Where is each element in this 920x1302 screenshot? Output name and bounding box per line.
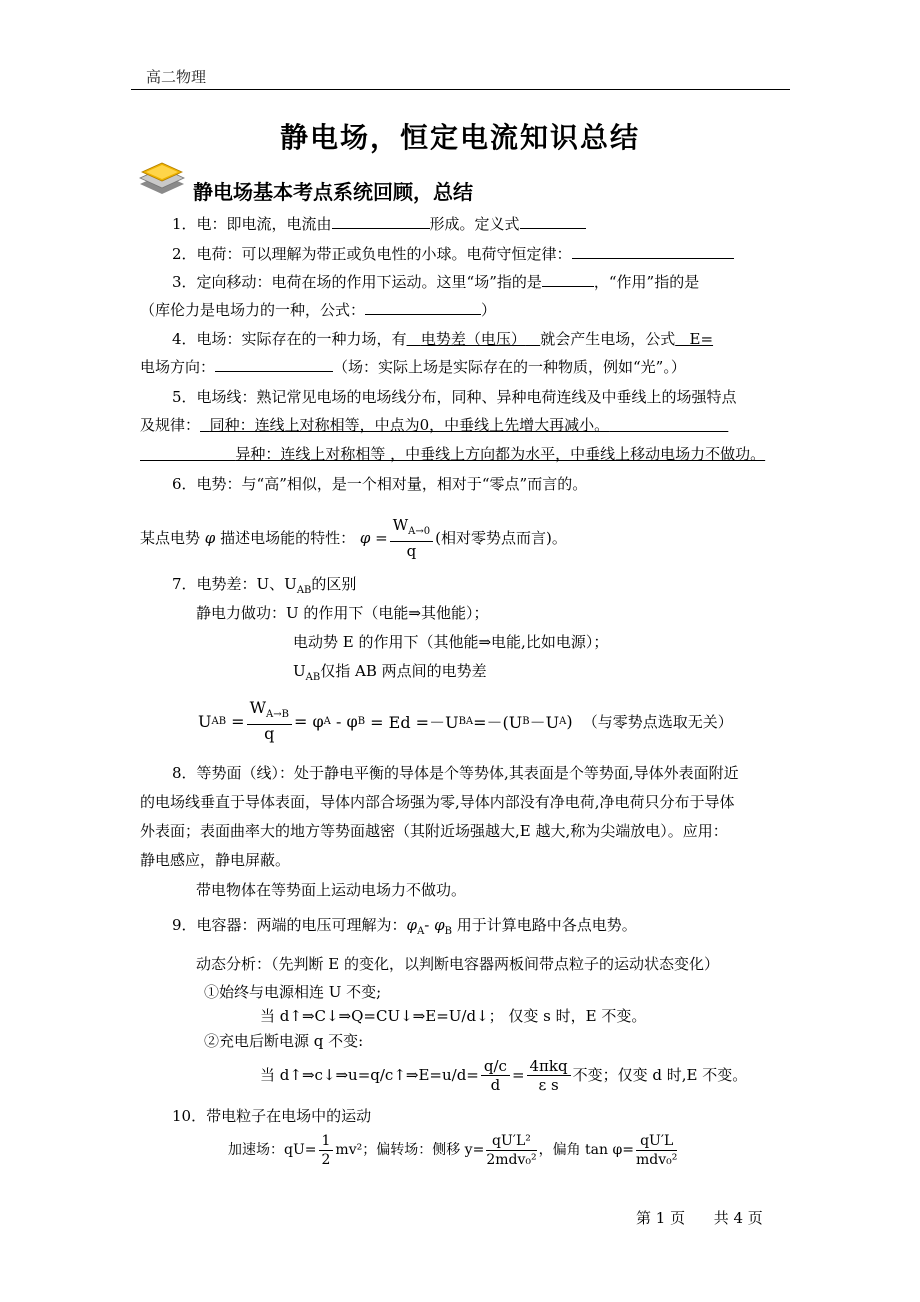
item-8-line3: 外表面；表面曲率大的地方等势面越密（其附近场强越大,E 越大,称为尖端放电）。应用： [140, 822, 728, 840]
item-1: 1．电：即电流，电流由 形成。定义式 [172, 214, 586, 234]
deflection-fraction: $\frac{\text{qU′L²}}{\text{2mdv₀²}}$ [486, 1132, 537, 1168]
item-5: 5．电场线：熟记常见电场的电场线分布，同种、异种电荷连线及中垂线上的场强特点 [172, 388, 737, 406]
layers-icon [136, 160, 188, 200]
item-4: 4．电场：实际存在的一种力场，有 电势差（电压） 就会产生电场，公式 E= [172, 330, 714, 348]
item-4-cont: 电场方向： （场：实际上场是实际存在的一种物质，例如“光”。） [140, 358, 686, 376]
header-subject: 高二物理 [146, 68, 207, 86]
page-footer [636, 1207, 763, 1228]
potential-fraction: $\frac{W_{A\to 0}}{q}$ [390, 516, 433, 560]
item-9-case1-formula: 当 d↑⇒C↓⇒Q=CU↓⇒E=U/d↓； 仅变 s 时，E 不变。 [260, 1007, 647, 1025]
item-8-line2: 的电场线垂直于导体表面，导体内部合场强为零,导体内部没有净电荷,净电荷只分布于导体 [140, 793, 735, 811]
item-7-line3: 电动势 E 的作用下（其他能⇒电能,比如电源）； [293, 633, 609, 651]
page-title: 静电场，恒定电流知识总结 [279, 121, 640, 154]
item-2: 2．电荷：可以理解为带正或负电性的小球。电荷守恒定律： [172, 244, 734, 264]
item-8-line4: 静电感应，静电屏蔽。 [140, 851, 291, 869]
item-7-line4: $U_{AB}$仅指 AB 两点间的电势差 [293, 662, 487, 683]
header-divider [131, 89, 790, 90]
item-6: 6．电势：与“高”相似，是一个相对量，相对于“零点”而言的。 [172, 475, 588, 493]
item-10-formulas: 加速场：qU= $\frac{1}{2}$ mv²；偏转场：侧移 y= $\frac{\text{qU′L²}}{\text{2mdv₀²}}$ ，偏角 tan φ= $\frac{qU'L}{\text{mdv₀²}}$ [228, 1132, 678, 1168]
item-7: 7．电势差：U、$U_{AB}$的区别 [172, 575, 357, 596]
item-5-opposite: 异种：连线上对称相等 ，中垂线上方向都为水平，中垂线上移动电场力不做功。 [235, 445, 766, 463]
angle-fraction: $\frac{qU'L}{\text{mdv₀²}}$ [636, 1132, 678, 1168]
item-9-dynamic: 动态分析：（先判断 E 的变化，以判断电容器两板间带点粒子的运动状态变化） [196, 955, 719, 973]
item-7-line2: 静电力做功：U 的作用下（电能⇒其他能）； [196, 604, 489, 622]
uab-fraction: $\frac{W_{A\to B}}{q}$ [247, 699, 292, 743]
item-5-same: 及规律： 同种：连线上对称相等，中点为0，中垂线上先增大再减小。 [140, 416, 610, 434]
page-total: 共 4 页 [713, 1209, 763, 1227]
item-9-case2: ②充电后断电源 q 不变: [204, 1032, 364, 1050]
potential-formula: 某点电势 φ 描述电场能的特性： φ = $\frac{W_{A\to 0}}{q}$ (相对零势点而言)。 [140, 516, 567, 560]
item-9-case2-formula: 当 d↑⇒c↓⇒u=q/c↑⇒E=u/d= $\frac{q/c}{d}$ = $\frac{\text{4πkq}}{\text{ε s}}$ 不变；仅变 d 时,E 不变。 [260, 1056, 748, 1094]
item-3-cont: （库伦力是电场力的一种，公式： ） [140, 301, 497, 319]
accel-fraction: $\frac{1}{2}$ [319, 1132, 334, 1169]
capacitor-fraction-2: $\frac{\text{4πkq}}{\text{ε s}}$ [527, 1057, 571, 1094]
item-8-line5: 带电物体在等势面上运动电场力不做功。 [196, 881, 467, 899]
item-9: 9．电容器：两端的电压可理解为：$\varphi_A-$ $\varphi_B$ 用于计算电路中各点电势。 [172, 916, 637, 937]
uab-formula: U AB = $\frac{W_{A\to B}}{q}$ = φ A - φ B = Ed =－U BA =－(U B －U A ) （与零势点选取无关） [198, 697, 733, 744]
page-number: 第 1 页 [636, 1209, 686, 1227]
item-3: 3．定向移动：电荷在场的作用下运动。这里“场”指的是 ，“作用”指的是 [172, 273, 700, 291]
item-8-line1: 8．等势面（线）：处于静电平衡的导体是个等势体,其表面是个等势面,导体外表面附近 [172, 764, 739, 782]
section-title: 静电场基本考点系统回顾，总结 [193, 180, 473, 204]
capacitor-fraction-1: $\frac{q/c}{d}$ [481, 1057, 510, 1094]
item-10: 10．带电粒子在电场中的运动 [172, 1107, 372, 1125]
item-9-case1: ①始终与电源相连 U 不变; [204, 983, 382, 1001]
